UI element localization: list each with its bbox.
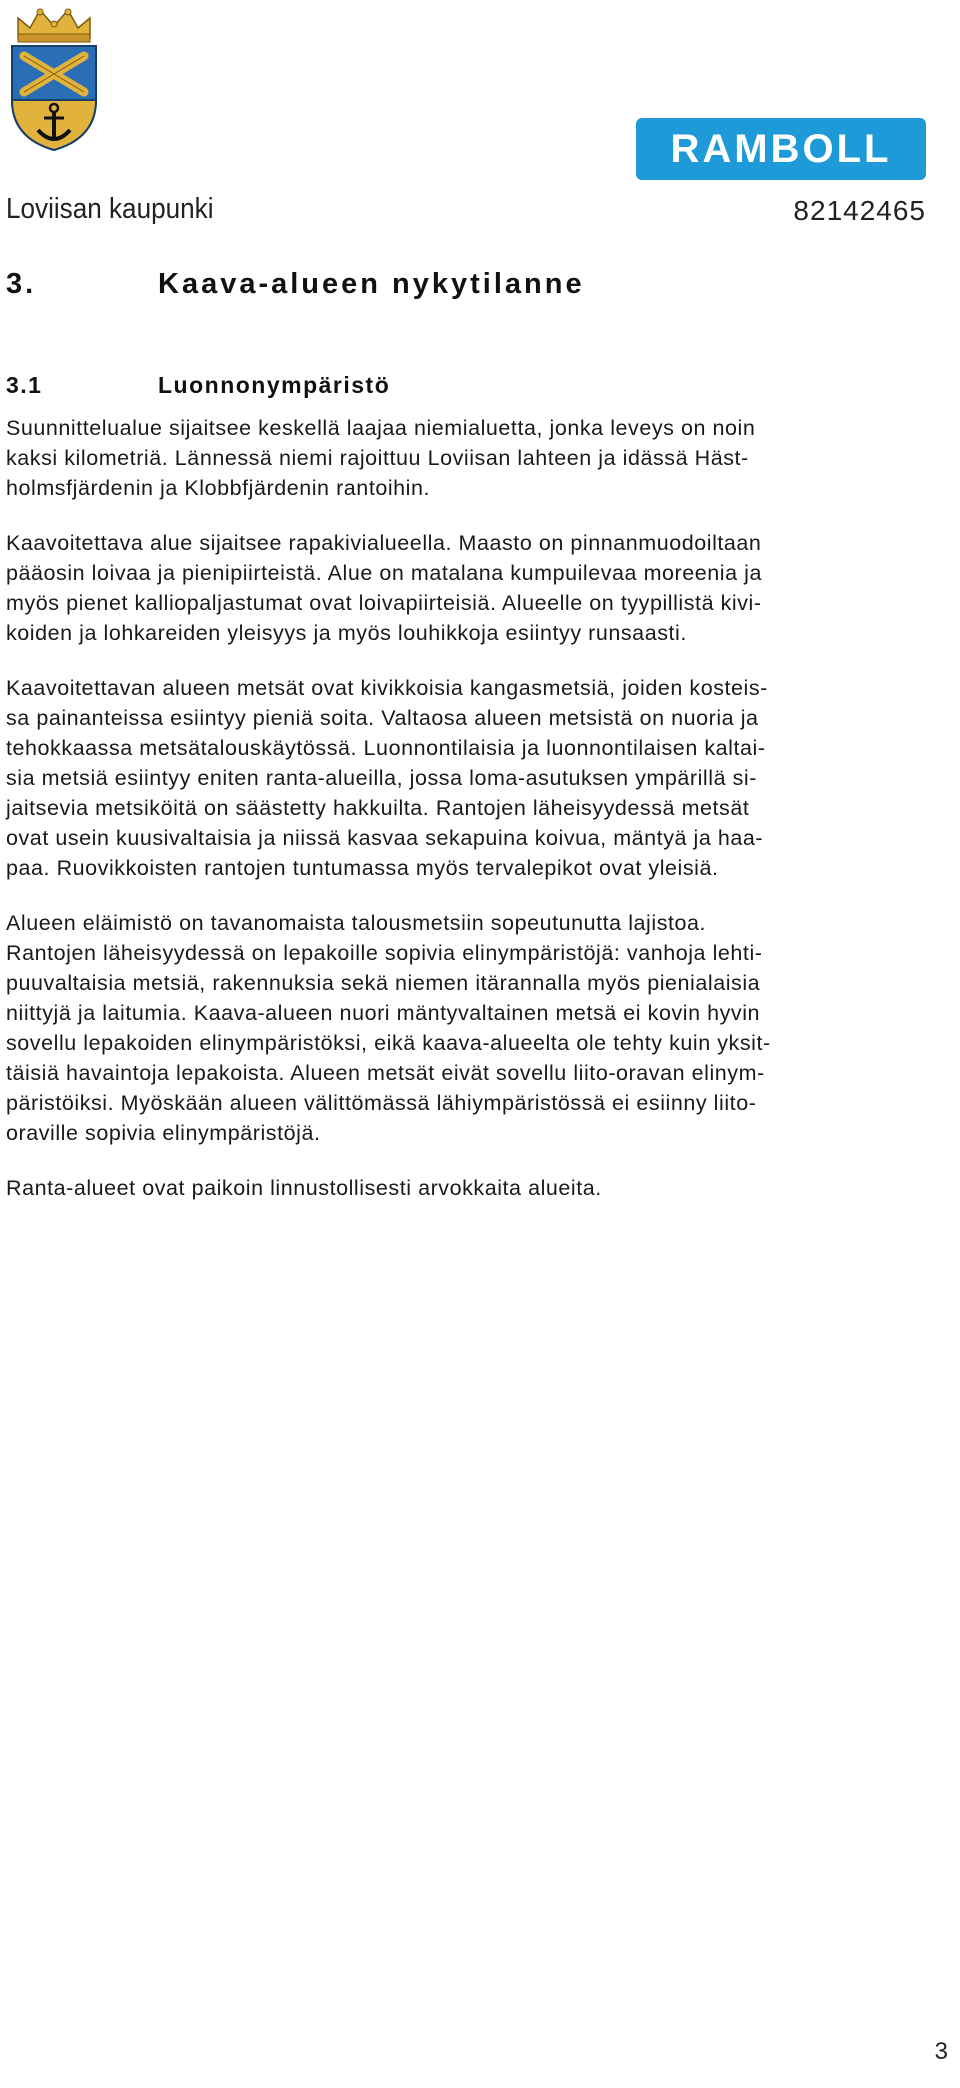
section-title: Kaava-alueen nykytilanne — [158, 268, 585, 300]
text-line: jaitsevia metsiköitä on säästetty hakkuilta. Rantojen läheisyydessä metsät — [6, 796, 750, 820]
text-line: Kaavoitettavan alueen metsät ovat kivikkoisia kangasmetsiä, joiden kosteis- — [6, 676, 768, 700]
ramboll-logo — [636, 118, 926, 180]
text-line: kaksi kilometriä. Lännessä niemi rajoittuu Loviisan lahteen ja idässä Häst- — [6, 446, 749, 470]
section-heading — [6, 268, 585, 301]
paragraph — [6, 673, 928, 883]
logo-text: RAMBOLL — [670, 127, 892, 171]
text-line: niittyjä ja laitumia. Kaava-alueen nuori mäntyvaltainen metsä ei kovin hyvin — [6, 1001, 761, 1025]
text-line: tehokkaassa metsätalouskäytössä. Luonnontilaisia ja luonnontilaisen kaltai- — [6, 736, 766, 760]
text-line: Rantojen läheisyydessä on lepakoille sopivia elinympäristöjä: vanhoja lehti- — [6, 941, 763, 965]
text-line: pääosin loivaa ja pienipiirteistä. Alue on matalana kumpuilevaa moreenia ja — [6, 561, 762, 585]
paragraph — [6, 1173, 928, 1203]
text-line: paa. Ruovikkoisten rantojen tuntumassa myös tervalepikot ovat yleisiä. — [6, 856, 719, 880]
subsection-title: Luonnonympäristö — [158, 372, 391, 398]
subsection-number: 3.1 — [6, 372, 43, 398]
text-line: holmsfjärdenin ja Klobbfjärdenin rantoihin. — [6, 476, 431, 500]
body-text — [6, 413, 928, 1228]
client-name: Loviisan kaupunki — [6, 193, 214, 225]
text-line: täisiä havaintoja lepakoista. Alueen metsät eivät sovellu liito-oravan elinym- — [6, 1061, 765, 1085]
paragraph — [6, 908, 928, 1148]
text-line: Kaavoitettava alue sijaitsee rapakivialueella. Maasto on pinnanmuodoiltaan — [6, 531, 762, 555]
text-line: Alueen eläimistö on tavanomaista talousmetsiin sopeutunutta lajistoa. — [6, 911, 707, 935]
project-number: 82142465 — [793, 195, 926, 226]
text-line: Suunnittelualue sijaitsee keskellä laajaa niemialuetta, jonka leveys on noin — [6, 416, 756, 440]
coat-of-arms-icon — [8, 4, 100, 152]
page-number: 3 — [934, 2038, 948, 2065]
text-line: päristöiksi. Myöskään alueen välittömässä lähiympäristössä ei esiinny liito- — [6, 1091, 757, 1115]
text-line: sa painanteissa esiintyy pieniä soita. Valtaosa alueen metsistä on nuoria ja — [6, 706, 759, 730]
subsection-heading — [6, 372, 390, 399]
section-number: 3. — [6, 268, 37, 300]
text-line: myös pienet kalliopaljastumat ovat loivapiirteisiä. Alueelle on tyypillistä kivi- — [6, 591, 762, 615]
text-line: sia metsiä esiintyy eniten ranta-alueilla, jossa loma-asutuksen ympärillä si- — [6, 766, 757, 790]
text-line: sovellu lepakoiden elinympäristöksi, eikä kaava-alueelta ole tehty kuin yksit- — [6, 1031, 771, 1055]
text-line: koiden ja lohkareiden yleisyys ja myös louhikkoja esiintyy runsaasti. — [6, 621, 687, 645]
paragraph — [6, 528, 928, 648]
text-line: ovat usein kuusivaltaisia ja niissä kasvaa sekapuina koivua, mäntyä ja haa- — [6, 826, 764, 850]
text-line: Ranta-alueet ovat paikoin linnustollisesti arvokkaita alueita. — [6, 1176, 602, 1200]
paragraph — [6, 413, 928, 503]
text-line: puuvaltaisia metsiä, rakennuksia sekä niemen itärannalla myös pienialaisia — [6, 971, 761, 995]
text-line: oraville sopivia elinympäristöjä. — [6, 1121, 321, 1145]
